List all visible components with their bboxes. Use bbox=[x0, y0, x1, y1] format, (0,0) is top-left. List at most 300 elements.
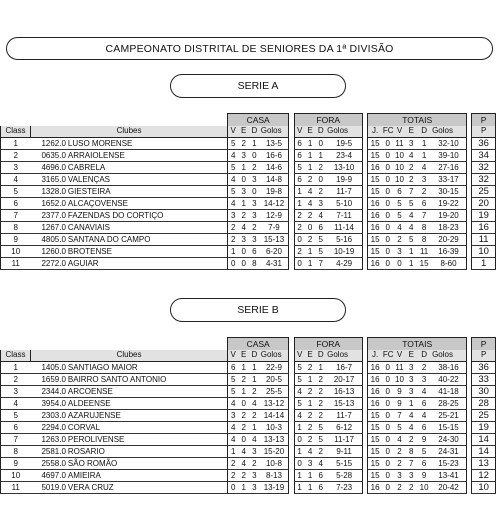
casa-e-cell: 3 bbox=[238, 186, 249, 198]
totais-e-cell: 3 bbox=[405, 362, 417, 374]
points-cell: 25 bbox=[472, 186, 496, 198]
fora-v-cell: 0 bbox=[294, 458, 305, 470]
casa-e-cell: 0 bbox=[238, 434, 249, 446]
table-row bbox=[1, 410, 496, 422]
totais-d-cell: 15 bbox=[417, 258, 431, 270]
fora-v-cell: 5 bbox=[294, 162, 305, 174]
table-row bbox=[1, 138, 496, 150]
totais-d-header: D bbox=[417, 350, 431, 362]
totais-v-header: V bbox=[394, 126, 406, 138]
club-code-cell: 2377.0 bbox=[30, 210, 66, 222]
totais-j-header: J. bbox=[368, 350, 382, 362]
totais-e-cell: 4 bbox=[405, 410, 417, 422]
fora-v-cell: 1 bbox=[294, 422, 305, 434]
casa-e-cell: 0 bbox=[238, 246, 249, 258]
table-row bbox=[1, 150, 496, 162]
position-cell: 2 bbox=[1, 150, 31, 162]
fora-e-cell: 1 bbox=[305, 162, 316, 174]
points-cell: 32 bbox=[472, 174, 496, 186]
totais-e-cell: 5 bbox=[405, 198, 417, 210]
totais-fc-cell: 0 bbox=[382, 138, 394, 150]
totais-fc-cell: 0 bbox=[382, 386, 394, 398]
casa-d-cell: 4 bbox=[249, 398, 260, 410]
serie-b-title: SERIE B bbox=[170, 298, 346, 322]
fora-d-cell: 2 bbox=[315, 162, 326, 174]
totais-fc-cell: 0 bbox=[382, 398, 394, 410]
fora-header: FORA bbox=[294, 114, 363, 126]
totais-golos-cell: 19-22 bbox=[431, 198, 466, 210]
casa-d-cell: 3 bbox=[249, 482, 260, 494]
totais-j-cell: 16 bbox=[368, 386, 382, 398]
totais-v-cell: 5 bbox=[394, 198, 406, 210]
fora-golos-cell: 5-10 bbox=[326, 198, 362, 210]
club-name-cell: ALDEENSE bbox=[67, 398, 228, 410]
casa-e-cell: 2 bbox=[238, 422, 249, 434]
club-code-cell: 4697.0 bbox=[30, 470, 66, 482]
table-row bbox=[1, 374, 496, 386]
fora-d-cell: 5 bbox=[315, 434, 326, 446]
totais-d-cell: 3 bbox=[417, 374, 431, 386]
totais-header: TOTAIS bbox=[368, 114, 467, 126]
casa-v-cell: 4 bbox=[228, 198, 239, 210]
totais-e-cell: 4 bbox=[405, 422, 417, 434]
club-name-cell: CABRELA bbox=[67, 162, 228, 174]
totais-golos-cell: 20-29 bbox=[431, 234, 466, 246]
club-name-cell: PEROLIVENSE bbox=[67, 434, 228, 446]
totais-j-cell: 16 bbox=[368, 398, 382, 410]
points-cell: 34 bbox=[472, 150, 496, 162]
casa-v-cell: 5 bbox=[228, 162, 239, 174]
totais-v-header: V bbox=[394, 350, 406, 362]
points-cell: 10 bbox=[472, 482, 496, 494]
totais-d-cell: 1 bbox=[417, 138, 431, 150]
fora-golos-cell: 10-19 bbox=[326, 246, 362, 258]
totais-e-cell: 8 bbox=[405, 446, 417, 458]
totais-golos-cell: 15-15 bbox=[431, 422, 466, 434]
points-cell: 28 bbox=[472, 398, 496, 410]
totais-fc-cell: 0 bbox=[382, 210, 394, 222]
totais-e-cell: 4 bbox=[405, 150, 417, 162]
fora-golos-header: Golos bbox=[326, 350, 362, 362]
fora-v-cell: 5 bbox=[294, 374, 305, 386]
position-cell: 7 bbox=[1, 210, 31, 222]
casa-golos-header: Golos bbox=[260, 350, 289, 362]
fora-v-cell: 6 bbox=[294, 150, 305, 162]
totais-e-cell: 4 bbox=[405, 222, 417, 234]
fora-golos-cell: 11-7 bbox=[326, 410, 362, 422]
club-code-cell: 1659.0 bbox=[30, 374, 66, 386]
table-row bbox=[1, 222, 496, 234]
totais-e-cell: 3 bbox=[405, 470, 417, 482]
table-row bbox=[1, 186, 496, 198]
totais-j-cell: 15 bbox=[368, 410, 382, 422]
club-code-cell: 2294.0 bbox=[30, 422, 66, 434]
casa-d-cell: 1 bbox=[249, 362, 260, 374]
club-code-cell: 2272.0 bbox=[30, 258, 66, 270]
fora-d-cell: 2 bbox=[315, 374, 326, 386]
casa-golos-cell: 13-13 bbox=[260, 434, 289, 446]
casa-v-cell: 5 bbox=[228, 386, 239, 398]
totais-v-cell: 9 bbox=[394, 398, 406, 410]
fora-d-cell: 6 bbox=[315, 470, 326, 482]
totais-v-cell: 2 bbox=[394, 458, 406, 470]
club-code-cell: 4696.0 bbox=[30, 162, 66, 174]
casa-golos-cell: 10-3 bbox=[260, 422, 289, 434]
casa-e-header: E bbox=[238, 350, 249, 362]
casa-d-cell: 3 bbox=[249, 446, 260, 458]
casa-golos-cell: 7-9 bbox=[260, 222, 289, 234]
fora-d-cell: 4 bbox=[315, 210, 326, 222]
totais-d-cell: 1 bbox=[417, 150, 431, 162]
fora-golos-cell: 19-9 bbox=[326, 174, 362, 186]
club-name-cell: LUSO MORENSE bbox=[67, 138, 228, 150]
club-code-cell: 1267.0 bbox=[30, 222, 66, 234]
fora-golos-cell: 5-15 bbox=[326, 458, 362, 470]
casa-v-cell: 0 bbox=[228, 482, 239, 494]
totais-fc-cell: 0 bbox=[382, 458, 394, 470]
table-row bbox=[1, 234, 496, 246]
fora-v-cell: 0 bbox=[294, 234, 305, 246]
fora-d-cell: 1 bbox=[315, 362, 326, 374]
table-row bbox=[1, 422, 496, 434]
totais-fc-cell: 0 bbox=[382, 174, 394, 186]
club-name-cell: ARCOENSE bbox=[67, 386, 228, 398]
casa-golos-cell: 14-8 bbox=[260, 174, 289, 186]
table-row bbox=[1, 470, 496, 482]
fora-e-cell: 4 bbox=[305, 198, 316, 210]
fora-e-cell: 2 bbox=[305, 362, 316, 374]
totais-d-cell: 5 bbox=[417, 446, 431, 458]
casa-header: CASA bbox=[228, 114, 289, 126]
casa-golos-cell: 13-5 bbox=[260, 138, 289, 150]
totais-fc-cell: 0 bbox=[382, 422, 394, 434]
casa-v-cell: 6 bbox=[228, 362, 239, 374]
fora-e-cell: 1 bbox=[305, 138, 316, 150]
fora-e-cell: 1 bbox=[305, 374, 316, 386]
club-name-cell: SANTIAGO MAIOR bbox=[67, 362, 228, 374]
serie-a-table bbox=[0, 113, 496, 270]
totais-e-cell: 5 bbox=[405, 234, 417, 246]
fora-d-cell: 3 bbox=[315, 198, 326, 210]
totais-fc-cell: 0 bbox=[382, 482, 394, 494]
fora-golos-header: Golos bbox=[326, 126, 362, 138]
position-cell: 1 bbox=[1, 138, 31, 150]
totais-fc-header: FC bbox=[382, 126, 394, 138]
club-code-cell: 1262.0 bbox=[30, 138, 66, 150]
casa-v-cell: 1 bbox=[228, 446, 239, 458]
clubes-header: Clubes bbox=[30, 350, 227, 362]
casa-v-cell: 5 bbox=[228, 186, 239, 198]
totais-golos-cell: 19-20 bbox=[431, 210, 466, 222]
totais-golos-cell: 32-10 bbox=[431, 138, 466, 150]
totais-v-cell: 11 bbox=[395, 138, 404, 148]
totais-v-cell: 10 bbox=[395, 162, 404, 172]
casa-d-header: D bbox=[249, 350, 260, 362]
casa-d-cell: 8 bbox=[249, 258, 260, 270]
casa-e-cell: 1 bbox=[238, 362, 249, 374]
totais-golos-cell: 38-16 bbox=[431, 362, 466, 374]
casa-v-cell: 4 bbox=[228, 398, 239, 410]
fora-v-cell: 2 bbox=[294, 222, 305, 234]
totais-golos-cell: 24-31 bbox=[431, 446, 466, 458]
totais-d-cell: 6 bbox=[417, 458, 431, 470]
casa-v-cell: 2 bbox=[228, 458, 239, 470]
table-row bbox=[1, 210, 496, 222]
club-name-cell: GIESTEIRA bbox=[67, 186, 228, 198]
club-name-cell: SÃO ROMÃO bbox=[67, 458, 228, 470]
totais-v-cell: 2 bbox=[394, 482, 406, 494]
club-name-cell: SANTANA DO CAMPO bbox=[67, 234, 228, 246]
totais-j-cell: 15 bbox=[368, 434, 382, 446]
casa-d-cell: 2 bbox=[249, 386, 260, 398]
casa-header: CASA bbox=[228, 338, 289, 350]
position-cell: 6 bbox=[1, 198, 31, 210]
totais-golos-cell: 16-39 bbox=[431, 246, 466, 258]
casa-d-cell: 6 bbox=[249, 246, 260, 258]
totais-e-cell: 1 bbox=[405, 398, 417, 410]
position-cell: 6 bbox=[1, 422, 31, 434]
fora-e-cell: 2 bbox=[305, 210, 316, 222]
totais-d-cell: 2 bbox=[417, 186, 431, 198]
casa-e-cell: 4 bbox=[238, 446, 249, 458]
fora-golos-cell: 15-13 bbox=[326, 398, 362, 410]
totais-e-cell: 1 bbox=[405, 246, 417, 258]
fora-d-cell: 1 bbox=[315, 150, 326, 162]
totais-fc-cell: 0 bbox=[382, 234, 394, 246]
casa-d-cell: 1 bbox=[249, 422, 260, 434]
position-cell: 8 bbox=[1, 446, 31, 458]
casa-e-cell: 0 bbox=[238, 174, 249, 186]
club-code-cell: 2303.0 bbox=[30, 410, 66, 422]
fora-d-cell: 5 bbox=[315, 234, 326, 246]
fora-e-cell: 4 bbox=[305, 446, 316, 458]
totais-golos-cell: 24-30 bbox=[431, 434, 466, 446]
totais-d-cell: 8 bbox=[417, 222, 431, 234]
casa-d-cell: 3 bbox=[249, 470, 260, 482]
totais-fc-cell: 0 bbox=[382, 162, 394, 174]
points-cell: 25 bbox=[472, 410, 496, 422]
points-cell: 36 bbox=[472, 362, 496, 374]
casa-v-cell: 3 bbox=[228, 410, 239, 422]
totais-j-cell: 15 bbox=[368, 150, 382, 162]
fora-d-cell: 2 bbox=[315, 410, 326, 422]
casa-d-cell: 2 bbox=[249, 162, 260, 174]
fora-v-header: V bbox=[294, 350, 305, 362]
totais-e-cell: 2 bbox=[405, 434, 417, 446]
fora-golos-cell: 11-7 bbox=[326, 186, 362, 198]
casa-golos-cell: 20-5 bbox=[260, 374, 289, 386]
fora-golos-cell: 13-10 bbox=[326, 162, 362, 174]
fora-d-cell: 6 bbox=[315, 482, 326, 494]
fora-v-cell: 6 bbox=[294, 174, 305, 186]
fora-d-cell: 2 bbox=[315, 186, 326, 198]
casa-e-header: E bbox=[238, 126, 249, 138]
club-code-cell: 2344.0 bbox=[30, 386, 66, 398]
points-cell: 13 bbox=[472, 458, 496, 470]
fora-e-cell: 1 bbox=[305, 246, 316, 258]
club-code-cell: 2581.0 bbox=[30, 446, 66, 458]
club-code-cell: 1328.0 bbox=[30, 186, 66, 198]
club-name-cell: AGUIAR bbox=[67, 258, 228, 270]
points-cell: 10 bbox=[472, 246, 496, 258]
table-row bbox=[1, 174, 496, 186]
position-cell: 5 bbox=[1, 186, 31, 198]
position-cell: 3 bbox=[1, 386, 31, 398]
fora-e-cell: 4 bbox=[305, 186, 316, 198]
position-cell: 5 bbox=[1, 410, 31, 422]
club-code-cell: 4805.0 bbox=[30, 234, 66, 246]
position-cell: 2 bbox=[1, 374, 31, 386]
points-cell: 36 bbox=[472, 138, 496, 150]
totais-e-cell: 1 bbox=[405, 258, 417, 270]
fora-d-cell: 2 bbox=[315, 386, 326, 398]
totais-e-cell: 2 bbox=[405, 482, 417, 494]
casa-v-cell: 3 bbox=[228, 210, 239, 222]
position-cell: 4 bbox=[1, 398, 31, 410]
casa-d-cell: 0 bbox=[249, 186, 260, 198]
totais-d-cell: 2 bbox=[417, 362, 431, 374]
points-cell: 19 bbox=[472, 422, 496, 434]
casa-golos-header: Golos bbox=[260, 126, 289, 138]
casa-golos-cell: 13-12 bbox=[260, 398, 289, 410]
totais-golos-cell: 39-10 bbox=[431, 150, 466, 162]
totais-v-cell: 2 bbox=[394, 234, 406, 246]
totais-d-header: D bbox=[417, 126, 431, 138]
totais-golos-cell: 20-42 bbox=[431, 482, 466, 494]
fora-v-cell: 0 bbox=[294, 434, 305, 446]
fora-e-cell: 2 bbox=[305, 410, 316, 422]
casa-d-cell: 2 bbox=[249, 458, 260, 470]
fora-golos-cell: 16-7 bbox=[326, 362, 362, 374]
casa-v-cell: 1 bbox=[228, 246, 239, 258]
casa-d-cell: 3 bbox=[249, 234, 260, 246]
clubes-header: Clubes bbox=[30, 126, 227, 138]
club-name-cell: CORVAL bbox=[67, 422, 228, 434]
casa-golos-cell: 12-9 bbox=[260, 210, 289, 222]
totais-e-cell: 2 bbox=[405, 162, 417, 174]
fora-d-header: D bbox=[315, 126, 326, 138]
totais-fc-cell: 0 bbox=[382, 362, 394, 374]
table-row bbox=[1, 246, 496, 258]
totais-e-cell: 7 bbox=[405, 458, 417, 470]
totais-golos-header: Golos bbox=[431, 126, 466, 138]
fora-d-cell: 0 bbox=[315, 138, 326, 150]
position-cell: 10 bbox=[1, 470, 31, 482]
totais-d-cell: 8 bbox=[417, 234, 431, 246]
fora-e-cell: 0 bbox=[305, 222, 316, 234]
totais-fc-cell: 0 bbox=[382, 470, 394, 482]
fora-e-cell: 2 bbox=[305, 234, 316, 246]
casa-d-header: D bbox=[249, 126, 260, 138]
totais-d-cell: 7 bbox=[417, 210, 431, 222]
totais-j-cell: 15 bbox=[368, 446, 382, 458]
points-cell: 14 bbox=[472, 446, 496, 458]
fora-golos-cell: 5-28 bbox=[326, 470, 362, 482]
totais-fc-cell: 0 bbox=[382, 150, 394, 162]
casa-v-header: V bbox=[228, 126, 239, 138]
fora-v-cell: 5 bbox=[294, 398, 305, 410]
casa-golos-cell: 15-13 bbox=[260, 234, 289, 246]
totais-j-cell: 16 bbox=[368, 374, 382, 386]
totais-e-header: E bbox=[405, 350, 417, 362]
points-cell: 14 bbox=[472, 434, 496, 446]
casa-e-cell: 0 bbox=[238, 258, 249, 270]
totais-j-cell: 15 bbox=[368, 470, 382, 482]
serie-a-title: SERIE A bbox=[170, 74, 346, 98]
totais-fc-cell: 0 bbox=[382, 198, 394, 210]
casa-e-cell: 2 bbox=[238, 410, 249, 422]
fora-e-cell: 1 bbox=[305, 258, 316, 270]
casa-v-cell: 2 bbox=[228, 234, 239, 246]
totais-j-cell: 15 bbox=[368, 234, 382, 246]
table-row bbox=[1, 198, 496, 210]
casa-e-cell: 3 bbox=[238, 150, 249, 162]
points-cell: 32 bbox=[472, 162, 496, 174]
points-cell: 16 bbox=[472, 222, 496, 234]
totais-golos-cell: 15-23 bbox=[431, 458, 466, 470]
totais-golos-cell: 13-41 bbox=[431, 470, 466, 482]
totais-fc-cell: 0 bbox=[382, 222, 394, 234]
totais-d-cell: 4 bbox=[417, 386, 431, 398]
points-header: P bbox=[472, 126, 496, 138]
casa-v-header: V bbox=[228, 350, 239, 362]
totais-j-cell: 16 bbox=[368, 362, 382, 374]
casa-v-cell: 5 bbox=[228, 138, 239, 150]
casa-d-cell: 1 bbox=[249, 374, 260, 386]
fora-e-cell: 2 bbox=[305, 174, 316, 186]
casa-e-cell: 0 bbox=[238, 398, 249, 410]
club-name-cell: ARRAIOLENSE bbox=[67, 150, 228, 162]
totais-d-cell: 11 bbox=[417, 246, 431, 258]
fora-d-cell: 2 bbox=[315, 398, 326, 410]
totais-d-cell: 6 bbox=[417, 422, 431, 434]
totais-v-cell: 10 bbox=[395, 374, 404, 384]
position-cell: 11 bbox=[1, 482, 31, 494]
fora-golos-cell: 7-11 bbox=[326, 210, 362, 222]
points-cell: 20 bbox=[472, 198, 496, 210]
totais-j-cell: 16 bbox=[368, 482, 382, 494]
casa-e-cell: 1 bbox=[238, 162, 249, 174]
casa-e-cell: 2 bbox=[238, 374, 249, 386]
casa-golos-cell: 14-6 bbox=[260, 162, 289, 174]
table-row bbox=[1, 386, 496, 398]
totais-j-cell: 15 bbox=[368, 422, 382, 434]
club-code-cell: 1652.0 bbox=[30, 198, 66, 210]
totais-golos-cell: 30-15 bbox=[431, 186, 466, 198]
casa-e-cell: 4 bbox=[238, 458, 249, 470]
fora-golos-cell: 5-16 bbox=[326, 234, 362, 246]
totais-e-cell: 3 bbox=[405, 138, 417, 150]
fora-e-header: E bbox=[305, 126, 316, 138]
totais-v-cell: 3 bbox=[394, 246, 406, 258]
casa-e-cell: 2 bbox=[238, 210, 249, 222]
casa-v-cell: 2 bbox=[228, 470, 239, 482]
totais-v-cell: 6 bbox=[394, 186, 406, 198]
casa-v-cell: 4 bbox=[228, 150, 239, 162]
totais-v-cell: 9 bbox=[394, 386, 406, 398]
fora-v-cell: 1 bbox=[294, 470, 305, 482]
fora-e-cell: 2 bbox=[305, 434, 316, 446]
position-cell: 1 bbox=[1, 362, 31, 374]
club-name-cell: ROSARIO bbox=[67, 446, 228, 458]
totais-e-header: E bbox=[405, 126, 417, 138]
totais-golos-cell: 27-16 bbox=[431, 162, 466, 174]
totais-v-cell: 5 bbox=[394, 422, 406, 434]
points-cell: 19 bbox=[472, 210, 496, 222]
table-row bbox=[1, 162, 496, 174]
fora-v-cell: 4 bbox=[294, 386, 305, 398]
totais-j-cell: 15 bbox=[368, 246, 382, 258]
